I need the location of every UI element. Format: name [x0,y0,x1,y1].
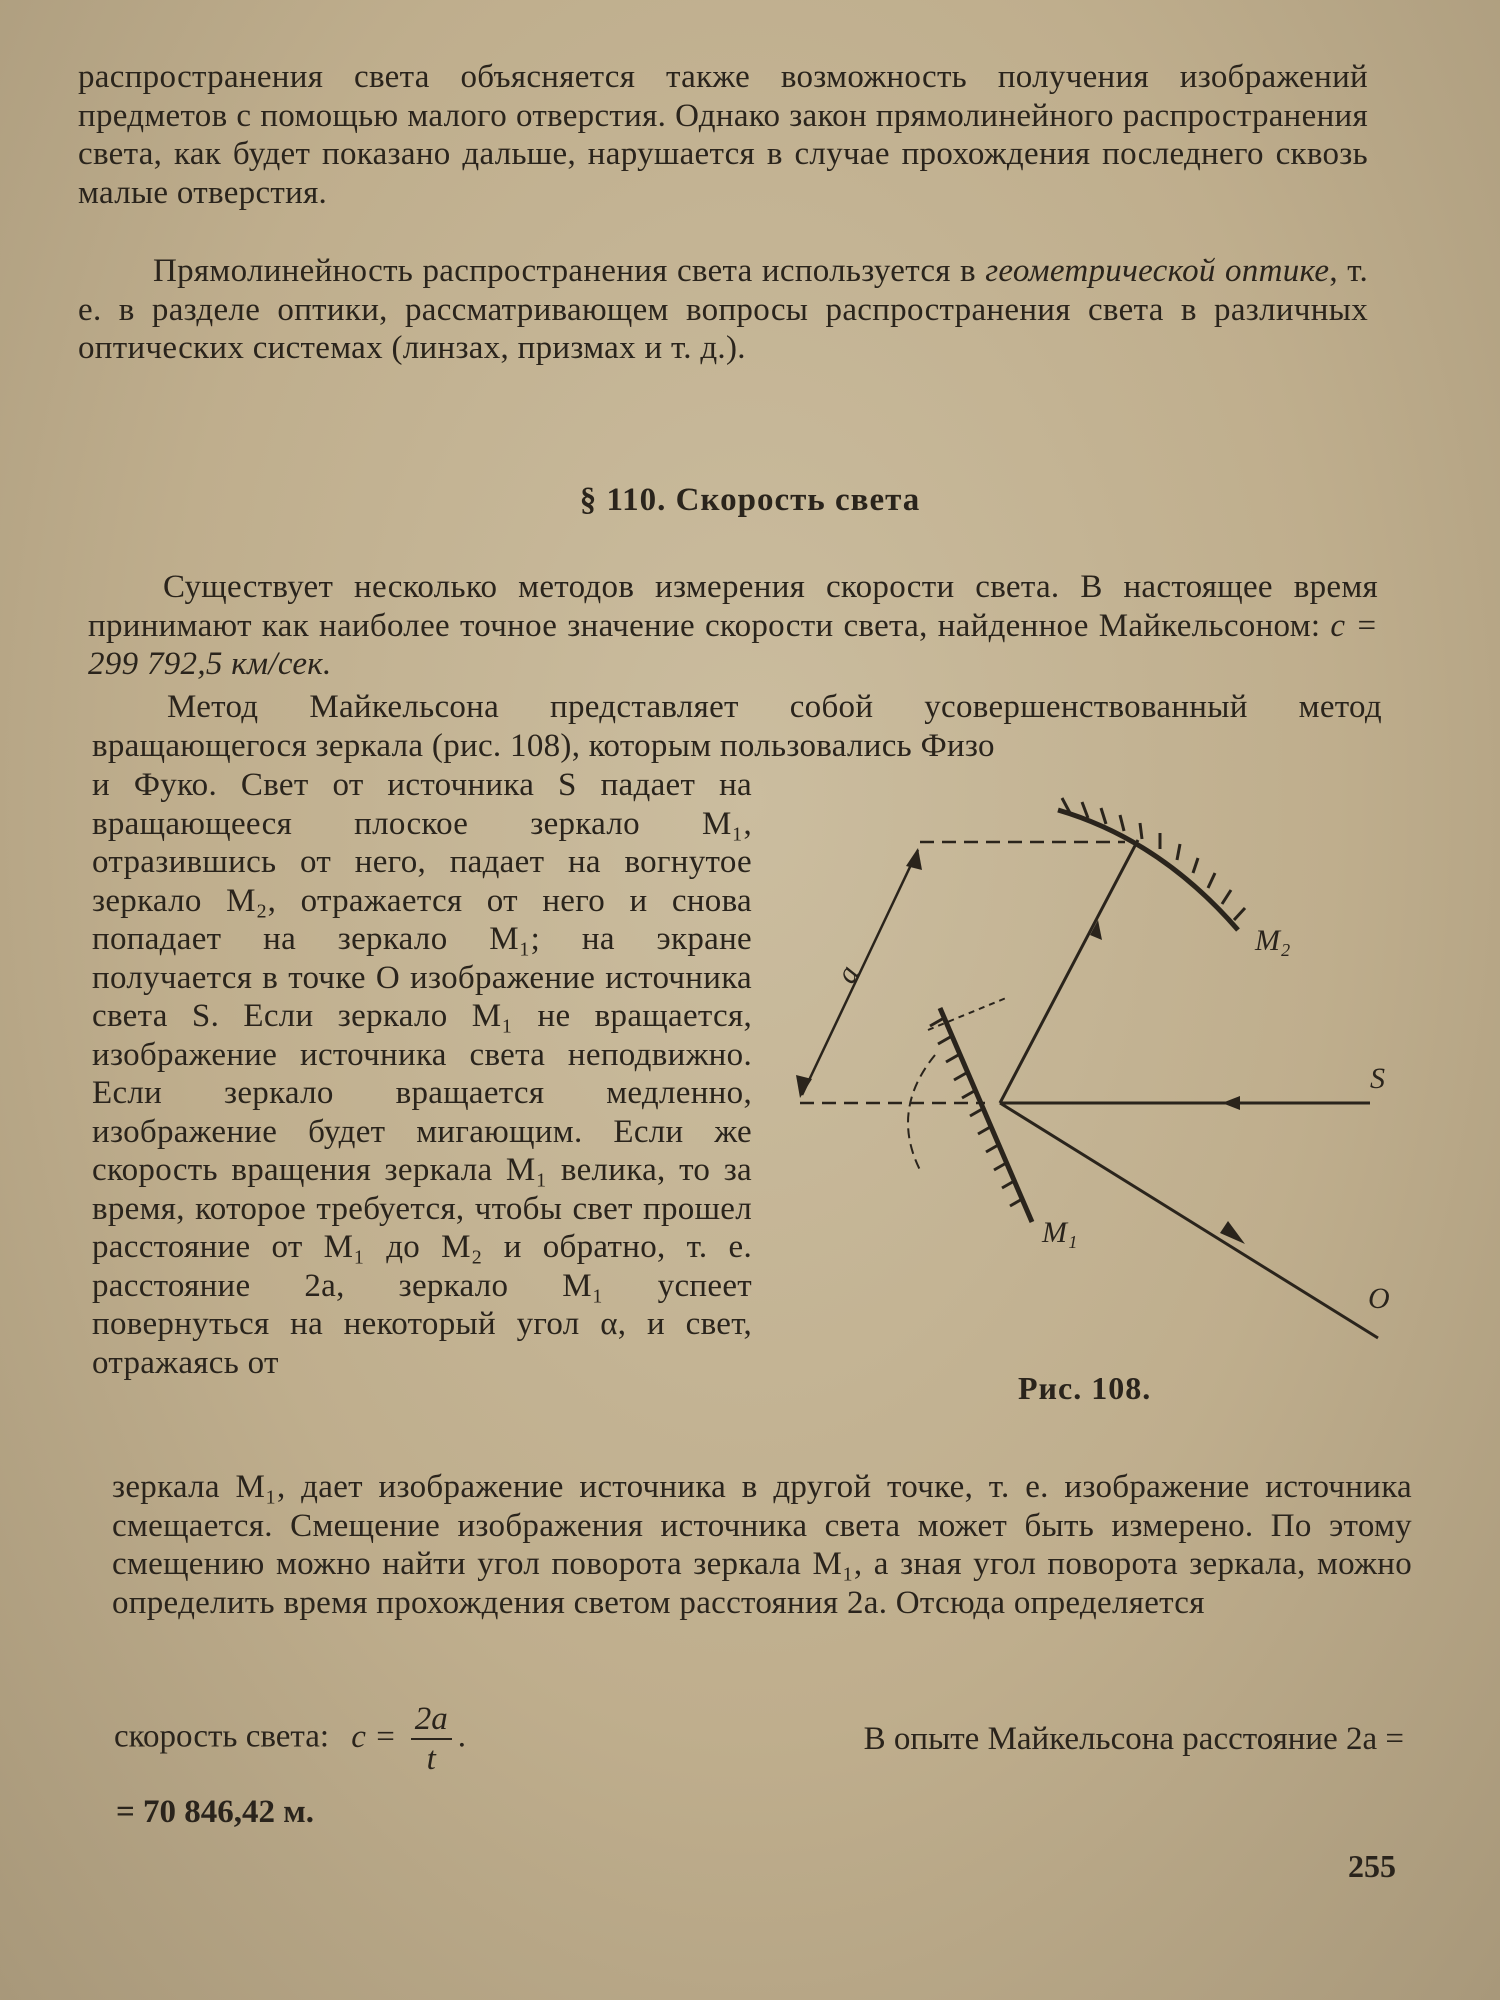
label-s: S [1370,1062,1385,1095]
methods-text: Существует несколько методов измерения скорости света. В настоящее время принимают как наиболее точное значение скорости света, найденное Майкельсоном: [88,569,1378,644]
paragraph-michelson-method: Метод Майкельсона представляет собой усовершенствованный метод вращающегося зеркала (рис. 108), которым пользовались Физо [92,689,1382,764]
light-speed-value: c = 299 792,5 км/сек. [88,607,1378,682]
mirror-m2-hatching [1062,798,1245,920]
label-m1: M₁ [1042,1216,1078,1249]
formula-fraction [411,1700,452,1778]
rotation-arc [908,1055,935,1170]
formula-line [114,1700,1404,1778]
formula-group: скорость света: c = $\frac{2a}{t}$ . [114,1701,466,1777]
distance-value: = 70 846,42 м. [116,1794,315,1830]
formula-suffix: В опыте Майкельсона расстояние 2a = [863,1720,1404,1757]
page-number: 255 [1348,1848,1396,1884]
paragraph-methods [88,568,1378,684]
paragraph-light-propagation: распространения света объясняется также возможность получения изображений предметов с помощью малого отверстия. Однако закон прямолинейного распространения света, как будет показано дальше, нарушается в случае прохождения последнего сквозь малые отверстия. [78,59,1368,211]
rotated-mirror-position [928,998,1006,1030]
geom-term: геометрической оптике [985,253,1330,289]
fraction-denominator: t [426,1741,436,1777]
section-heading: § 110. Скорость света [579,482,921,518]
label-o: O [1368,1282,1390,1315]
figure-caption: Рис. 108. [1018,1370,1152,1406]
label-m2: M₂ [1255,924,1291,957]
fraction-numerator: 2a [411,1700,452,1740]
arrow-source-ray [1222,1096,1240,1110]
geom-suffix: , т. е. в разделе оптики, рассматривающем вопросы распространения света в различных оптических системах (линзах, призмах и т. д.). [78,253,1368,366]
paragraph-continuation: зеркала M₁, дает изображение источника в другой точке, т. е. изображение источника смещается. Смещение изображения источника света может быть измерено. По этому смещению можно найти угол поворота зеркала M₁, а зная угол поворота зеркала, можно определить время прохождения светом расстояния 2a. Отсюда определяется [112,1469,1412,1621]
concave-mirror-m2 [1058,810,1238,930]
ray-to-m2 [1000,840,1138,1103]
formula-lhs: c = [351,1718,397,1755]
dimension-arrow-top [906,848,922,870]
figure-108-diagram [770,770,1390,1350]
mirror-m1-hatching [930,1018,1024,1206]
geom-prefix: Прямолинейность распространения света используется в [153,253,986,289]
paragraph-apparatus-description: и Фуко. Свет от источника S падает на вращающееся плоское зеркало M₁, отразившись от него, падает на вогнутое зеркало M₂, отражается от него и снова попадает на зеркало M₁; на экране получается в точке O изображение источника света S. Если зеркало M₁ не вращается, изображение источника света неподвижно. Если зеркало вращается медленно, изображение будет мигающим. Если же скорость вращения зеркала M₁ велика, то за время, которое требуется, чтобы свет прошел расстояние от M₁ до M₂ и обратно, т. е. расстояние 2a, зеркало M₁ успеет повернуться на некоторый угол α, и свет, отражаясь от [92,767,752,1381]
dimension-arrow-bottom [796,1075,812,1098]
label-a: a [829,959,866,989]
formula-prefix: скорость света: [114,1718,330,1755]
paragraph-geometric-optics [78,252,1368,368]
